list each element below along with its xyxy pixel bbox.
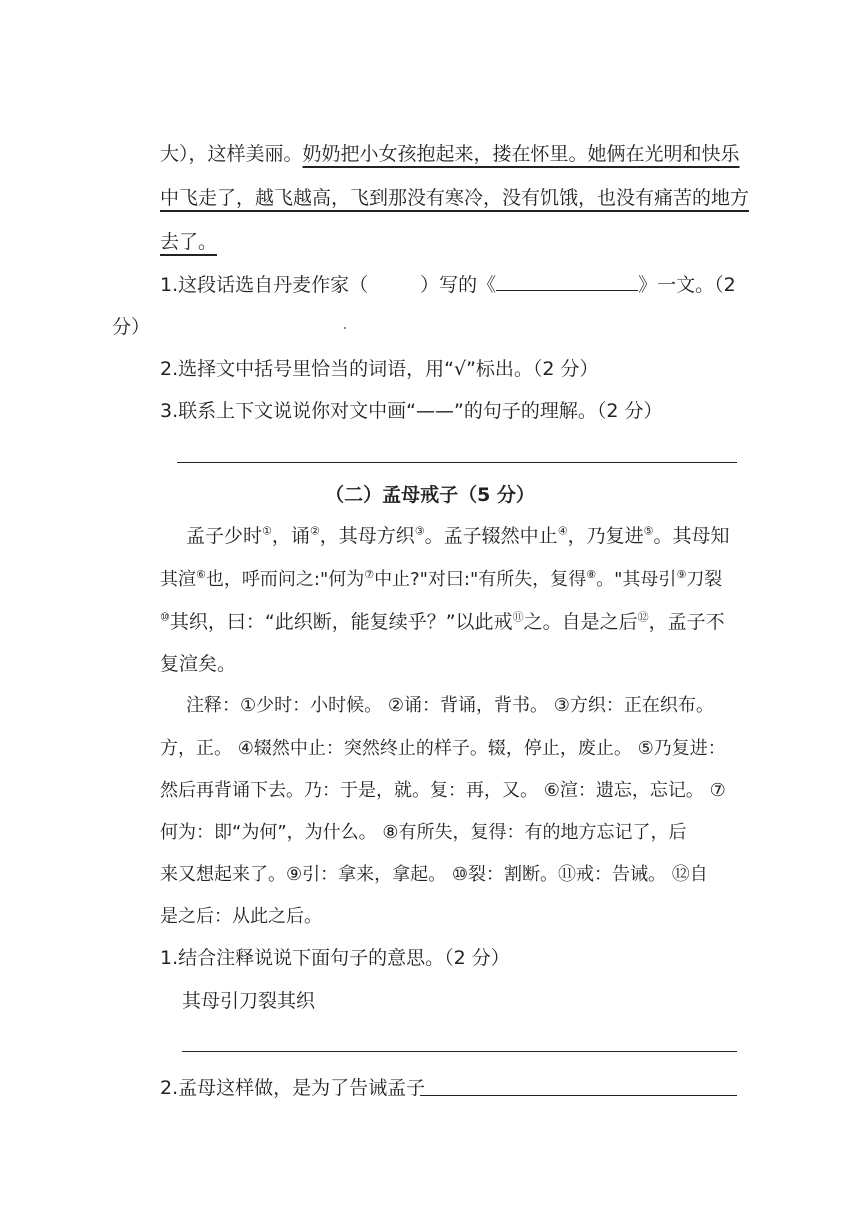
footnote-mark: ⑪ xyxy=(512,610,524,624)
answer-line-q2[interactable] xyxy=(420,1095,737,1096)
classical-text-line-4 xyxy=(160,650,236,678)
text-segment: 。孟子辍然中止 xyxy=(424,525,558,547)
question-2-text: 2.孟母这样做，是为了告诫孟子 xyxy=(160,1077,426,1099)
classical-text-line-1 xyxy=(186,522,729,550)
section2-question-2 xyxy=(160,1074,425,1102)
question-1-text: 1.这段话选自丹麦作家（ xyxy=(160,274,369,296)
footnote-mark: ⑧ xyxy=(586,568,597,581)
notes-line-1: 注释：①少时：小时候。 ②诵：背诵，背书。 ③方织：正在织布。 xyxy=(186,695,714,716)
text-segment: 。其母知 xyxy=(653,525,730,547)
footnote-mark: ⑨ xyxy=(676,568,687,581)
text-segment: 其织，曰：“此织断，能复续乎？”以此戒 xyxy=(169,611,513,633)
classical-text-line-3 xyxy=(160,608,725,636)
footnote-mark: ⑤ xyxy=(643,524,654,538)
underlined-sentence: 中飞走了，越飞越高，飞到那没有寒冷，没有饥饿，也没有痛苦的地方 xyxy=(160,187,750,209)
text-segment: ，诵 xyxy=(271,525,310,547)
question-2 xyxy=(160,355,599,383)
passage-line-1 xyxy=(160,140,740,168)
question-3-text: 3.联系上下文说说你对文中画“——”的句子的理解。（2 分） xyxy=(160,400,663,422)
notes-line-3: 然后再背诵下去。乃：于是，就。复：再，又。 ⑥渲：遗忘，忘记。 ⑦ xyxy=(160,780,726,801)
text-segment: ，孟子不 xyxy=(648,611,725,633)
question-3 xyxy=(160,397,662,425)
question-1-text-end: 》一文。（2 xyxy=(638,274,736,296)
question-1-score: 分） xyxy=(112,316,151,338)
underlined-sentence: 去了。 xyxy=(160,231,218,253)
text-segment: 其渲 xyxy=(160,569,196,590)
text-segment: 复渲矣。 xyxy=(160,653,237,675)
footnote-mark: ⑫ xyxy=(637,610,649,624)
footnote-mark: ⑩ xyxy=(160,610,170,624)
footnote-mark: ⑥ xyxy=(196,568,206,581)
text-segment: 中止?"对曰:"有所失，复得 xyxy=(374,569,587,590)
answer-line-q1[interactable] xyxy=(182,1051,737,1052)
answer-line-q3[interactable] xyxy=(177,462,737,463)
question-1 xyxy=(160,270,736,299)
scan-speck xyxy=(344,327,346,329)
passage-text: 大），这样美丽。 xyxy=(160,143,303,165)
footnote-mark: ⑦ xyxy=(364,568,375,581)
question-sentence: 其母引刀裂其织 xyxy=(182,990,316,1012)
footnote-mark: ② xyxy=(309,524,320,538)
title-blank[interactable] xyxy=(496,270,638,291)
text-segment: 之。自是之后 xyxy=(523,611,638,633)
text-segment: ，乃复进 xyxy=(567,525,644,547)
passage-line-2 xyxy=(160,184,749,212)
text-segment: 。"其母引 xyxy=(596,569,677,590)
section2-question-1: 1.结合注释说说下面句子的意思。（2 分） xyxy=(160,947,510,969)
text-segment: ，其母方织 xyxy=(319,525,415,547)
question-2-text: 2.选择文中括号里恰当的词语，用“√”标出。（2 分） xyxy=(160,358,599,380)
text-segment: 孟子少时 xyxy=(186,525,263,547)
question-1-continued xyxy=(112,313,150,341)
notes-line-2: 方，正。 ④辍然中止：突然终止的样子。辍，停止，废止。 ⑤乃复进： xyxy=(160,738,726,759)
text-segment: 也，呼而问之:"何为 xyxy=(205,569,365,590)
passage-line-3 xyxy=(160,228,217,256)
underlined-sentence: 奶奶把小女孩抱起来，搂在怀里。她俩在光明和快乐 xyxy=(302,143,740,165)
notes-line-6: 是之后：从此之后。 xyxy=(160,906,322,927)
footnote-mark: ③ xyxy=(414,524,425,538)
notes-line-4: 何为：即“为何”，为什么。 ⑧有所失，复得：有的地方忘记了，后 xyxy=(160,822,687,843)
section-title: （二）孟母戒子（5 分） xyxy=(325,484,535,506)
footnote-mark: ① xyxy=(262,524,272,538)
question-1-text-mid: ）写的《 xyxy=(420,274,497,296)
text-segment: 刀裂 xyxy=(686,569,723,590)
classical-text-line-2 xyxy=(160,566,722,594)
footnote-mark: ④ xyxy=(557,524,568,538)
notes-line-5: 来又想起来了。⑨引：拿来，拿起。 ⑩裂：割断。⑪戒：告诫。 ⑫自 xyxy=(160,864,708,885)
